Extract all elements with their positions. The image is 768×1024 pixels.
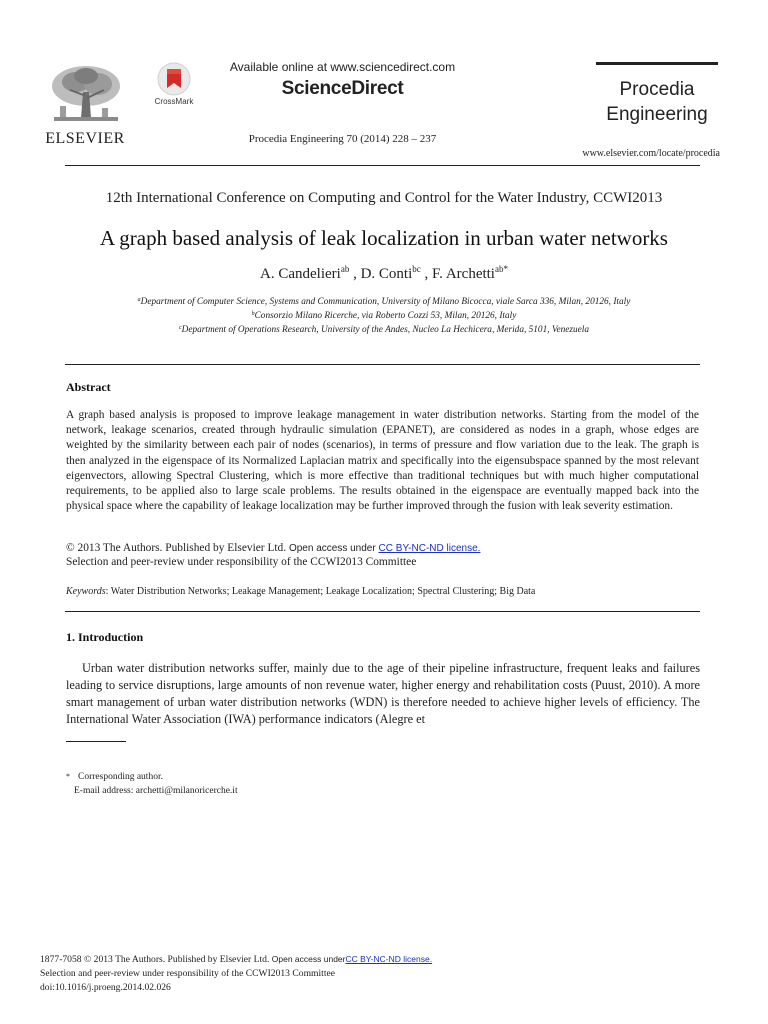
affiliation	[0, 311, 768, 321]
affiliation-mark: c	[178, 325, 182, 331]
affiliation-mark: a	[137, 297, 141, 303]
abstract-copyright	[66, 542, 706, 554]
peer-review-statement: Selection and peer-review under responsibility of the CCWI2013 Committee	[66, 556, 417, 568]
sciencedirect-logo: ScienceDirect	[281, 78, 404, 99]
footnote-divider	[66, 741, 126, 742]
author-name: A. Candelieri	[260, 266, 341, 282]
author-affiliation-mark: ab	[340, 264, 350, 274]
header-divider	[65, 165, 700, 166]
affiliation-text: Department of Operations Research, University of the Andes, Nucleo La Hechicera, Merida, 5101, Venezuela	[181, 325, 590, 335]
journal-title	[596, 77, 718, 127]
footer-doi[interactable]: doi:10.1016/j.proeng.2014.02.026	[40, 982, 171, 993]
journal-reference: Procedia Engineering 70 (2014) 228 – 237	[248, 133, 437, 145]
author-affiliation-mark: ab*	[494, 264, 508, 274]
footer-license-link[interactable]: CC BY-NC-ND license.	[345, 954, 433, 964]
keywords-list: : Water Distribution Networks; Leakage Management; Leakage Localization; Spectral Clustering; Big Data	[105, 586, 536, 597]
introduction-text: Urban water distribution networks suffer, mainly due to the age of their pipeline infrastructure, frequent leaks and failures leading to service disruptions, large amounts of non revenue water, higher energy and rehabilitation costs (Puust, 2010). A more smart management of urban water distribution networks (WDN) is therefore needed to achieve higher levels of efficiency. The International Water Association (IWA) performance indicators (Alegre et	[66, 661, 700, 726]
affiliation-mark: b	[251, 311, 255, 317]
footnote-marker: *	[66, 772, 70, 781]
crossmark-label: CrossMark	[154, 97, 194, 106]
journal-url[interactable]: www.elsevier.com/locate/procedia	[582, 148, 720, 159]
journal-title-box	[596, 62, 718, 132]
license-link[interactable]: CC BY-NC-ND license.	[378, 543, 481, 554]
corresponding-author-text: Corresponding author.	[78, 772, 163, 782]
footnote-corresponding	[66, 770, 238, 784]
page-footer	[40, 952, 432, 995]
copyright-text: © 2013 The Authors. Published by Elsevier Ltd.	[66, 542, 287, 554]
affiliation-text: Department of Computer Science, Systems and Communication, University of Milano Bicocca, viale Sarca 336, Milan, 20126, Italy	[140, 297, 631, 307]
open-access-text: Open access under	[288, 543, 376, 554]
masthead-center	[200, 60, 485, 100]
author-separator: ,	[349, 266, 361, 282]
journal-title-line2: Engineering	[606, 104, 708, 125]
affiliation	[0, 297, 768, 307]
abstract-text: A graph based analysis is proposed to improve leakage management in water distribution networks. Starting from the model of the network, leakage scenarios, created through hydraulic simulation (EPANET), are considered as nodes in a graph, whose edges are weighted by the similarity between each pair of nodes (scenarios), in terms of pressure and flow variation due to the leak. The graph is then analyzed in the eigenspace of its Normalized Laplacian matrix and specifically into the eigensubspace spanned by the most relevant eigenvectors, allowing Spectral Clustering, which is more effective than traditional techniques but with much higher computational requirements, to be applied also to large scale problems. The results obtained in the eigenspace are eventually mapped back into the physical space where the capability of leakage localization may be further improved through the fusion with leak severity estimation.	[66, 409, 699, 513]
available-online-text: Available online at www.sciencedirect.com	[229, 60, 456, 74]
publisher-name: ELSEVIER	[45, 130, 125, 147]
author-name: D. Conti	[360, 266, 413, 282]
elsevier-tree-icon	[46, 62, 124, 126]
footnote-email: E-mail address: archetti@milanoricerche.it	[74, 786, 238, 796]
footer-open-access-text: Open access under	[271, 954, 346, 964]
footnote	[66, 770, 238, 798]
author-list	[0, 266, 768, 283]
keywords-label: Keywords	[66, 586, 106, 597]
title-divider	[65, 364, 700, 365]
author-affiliation-mark: bc	[412, 264, 421, 274]
affiliation-text: Consorzio Milano Ricerche, via Roberto Cozzi 53, Milan, 20126, Italy	[254, 311, 517, 321]
author-separator: ,	[420, 266, 433, 282]
elsevier-logo	[40, 60, 130, 148]
crossmark-icon	[157, 62, 191, 96]
crossmark-badge[interactable]	[148, 62, 200, 112]
author-name: F. Archetti	[432, 266, 495, 282]
abstract-divider	[65, 611, 700, 612]
affiliation	[0, 325, 768, 335]
journal-title-line1: Procedia	[619, 79, 695, 100]
footer-copyright	[40, 952, 432, 967]
footer-issn-copyright: 1877-7058 © 2013 The Authors. Published by Elsevier Ltd.	[40, 954, 270, 965]
paper-title: A graph based analysis of leak localization in urban water networks	[100, 226, 668, 250]
section-heading-introduction: 1. Introduction	[66, 630, 144, 644]
abstract-heading: Abstract	[66, 380, 111, 394]
conference-name: 12th International Conference on Computing and Control for the Water Industry, CCWI2013	[105, 190, 663, 206]
footer-review: Selection and peer-review under responsibility of the CCWI2013 Committee	[40, 968, 336, 979]
keywords	[66, 586, 706, 597]
